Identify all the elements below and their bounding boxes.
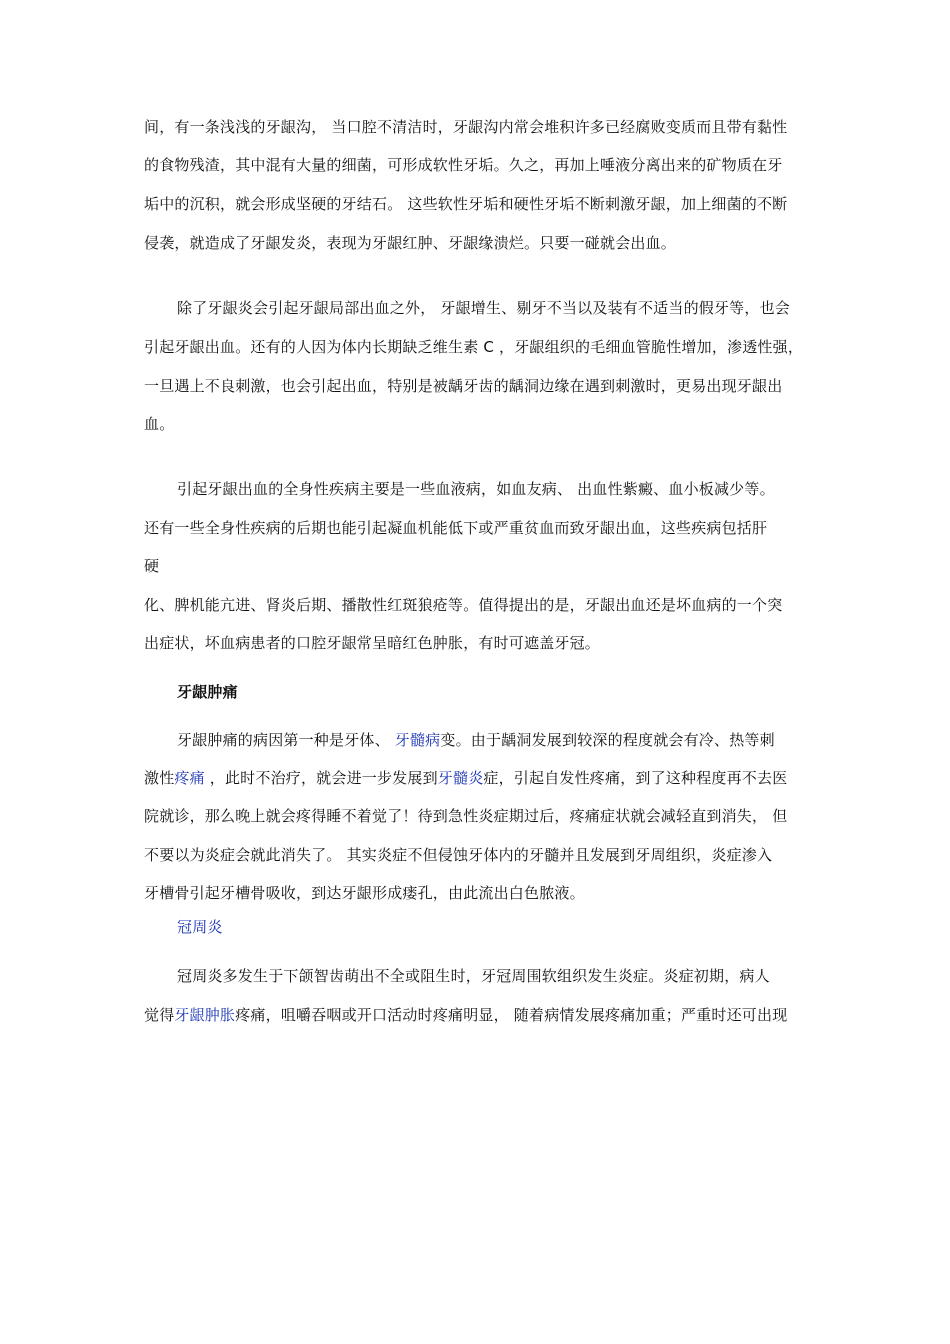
p2-line-1: 除了牙龈炎会引起牙龈局部出血之外， 牙龈增生、剔牙不当以及装有不适当的假牙等，也会 [177,299,790,317]
link-pulp-disease[interactable]: 牙髓病 [394,731,441,749]
p3-line-5: 出症状，坏血病患者的口腔牙龈常呈暗红色肿胀，有时可遮盖牙冠。 [144,634,601,652]
p5-line-2 [144,1005,787,1025]
p4-line-2 [144,768,787,788]
p1-line-1: 间，有一条浅浅的牙龈沟， 当口腔不清洁时，牙龈沟内常会堆积许多已经腐败变质而且带有黏性 [144,118,788,136]
link-gum-swelling[interactable]: 牙龈肿胀 [174,1006,236,1024]
p4-line-2-text-c: 症，引起自发性疼痛，到了这种程度再不去医 [483,769,788,787]
p4-line-2-text-a: 激性 [144,769,175,787]
p2-line-3: 一旦遇上不良刺激，也会引起出血，特别是被龋牙齿的龋洞边缘在遇到刺激时，更易出现牙龈出 [144,377,783,395]
p5-line-2-text-b: 疼痛，咀嚼吞咽或开口活动时疼痛明显， 随着病情发展疼痛加重；严重时还可出现 [235,1006,788,1024]
p5-line-2-text-a: 觉得 [144,1006,175,1024]
p4-line-1 [177,730,775,750]
heading-pericoronitis-link[interactable]: 冠周炎 [177,918,223,936]
p2-line-2: 引起牙龈出血。还有的人因为体内长期缺乏维生素 C ，牙龈组织的毛细血管脆性增加，渗透性强， [144,338,804,356]
p4-line-1-text-b: 变。由于龋洞发展到较深的程度就会有冷、热等刺 [440,731,775,749]
p4-line-2-text-b: ，此时不治疗，就会进一步发展到 [204,769,438,787]
heading-gum-swelling: 牙龈肿痛 [177,683,238,701]
p3-line-3: 硬 [144,557,160,575]
p3-line-1: 引起牙龈出血的全身性疾病主要是一些血液病，如血友病、 出血性紫癜、血小板减少等。 [177,480,775,498]
p1-line-4: 侵袭，就造成了牙龈发炎，表现为牙龈红肿、牙龈缘溃烂。只要一碰就会出血。 [144,234,677,252]
p1-line-2: 的食物残渣，其中混有大量的细菌，可形成软性牙垢。久之，再加上唾液分离出来的矿物质在牙 [144,156,783,174]
link-pulpitis[interactable]: 牙髓炎 [437,769,484,787]
p1-line-3: 垢中的沉积，就会形成坚硬的牙结石。 这些软性牙垢和硬性牙垢不断刺激牙龈，加上细菌的不断 [144,195,788,213]
p4-line-1-text-a: 牙龈肿痛的病因第一种是牙体、 [177,731,395,749]
p3-line-4: 化、脾机能亢进、肾炎后期、播散性红斑狼疮等。值得提出的是，牙龈出血还是坏血病的一个突 [144,596,783,614]
p2-line-4: 血。 [144,415,175,433]
p4-line-5: 牙槽骨引起牙槽骨吸收，到达牙龈形成瘘孔，由此流出白色脓液。 [144,884,585,902]
link-pain[interactable]: 疼痛 [174,769,205,787]
p3-line-2: 还有一些全身性疾病的后期也能引起凝血机能低下或严重贫血而致牙龈出血，这些疾病包括肝 [144,519,768,537]
p4-line-4: 不要以为炎症会就此消失了。 其实炎症不但侵蚀牙体内的牙髓并且发展到牙周组织，炎症渗入 [144,846,773,864]
p5-line-1: 冠周炎多发生于下颌智齿萌出不全或阻生时，牙冠周围软组织发生炎症。炎症初期，病人 [177,967,770,985]
p4-line-3: 院就诊，那么晚上就会疼得睡不着觉了！待到急性炎症期过后，疼痛症状就会减轻直到消失， 但 [144,807,788,825]
